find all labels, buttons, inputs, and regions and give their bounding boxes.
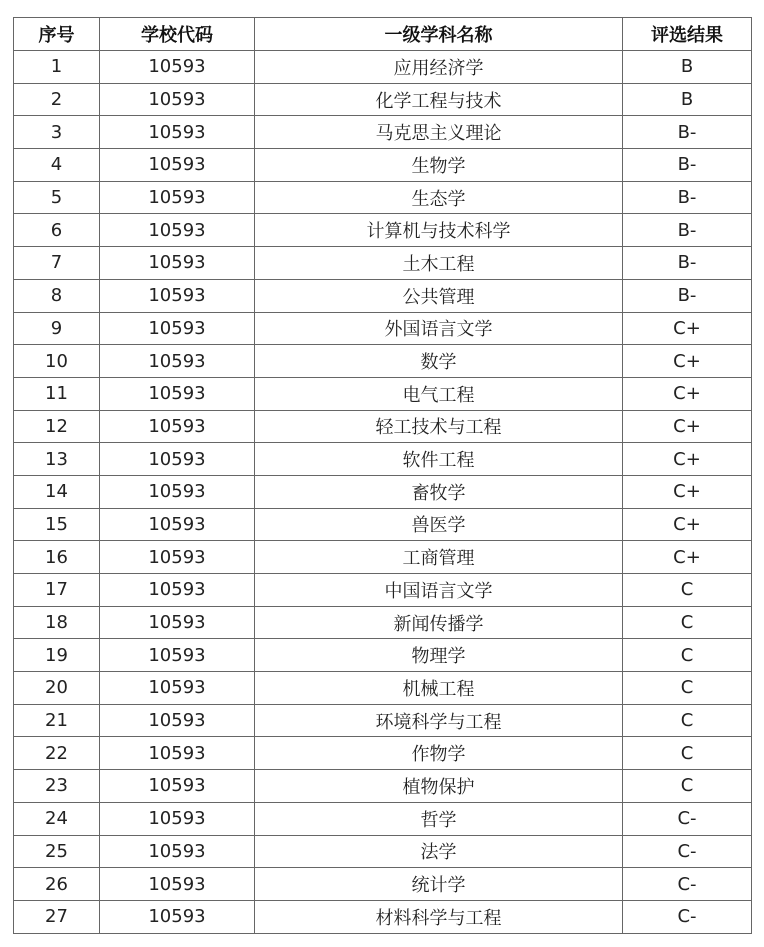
cell-school-code: 10593: [100, 835, 255, 868]
cell-index: 23: [14, 770, 100, 803]
cell-subject: 中国语言文学: [255, 574, 623, 607]
cell-index: 10: [14, 345, 100, 378]
cell-subject: 哲学: [255, 802, 623, 835]
cell-result: C-: [623, 835, 752, 868]
cell-subject: 材料科学与工程: [255, 900, 623, 933]
cell-index: 22: [14, 737, 100, 770]
cell-school-code: 10593: [100, 868, 255, 901]
table-row: [14, 443, 752, 476]
cell-subject: 土木工程: [255, 247, 623, 280]
cell-index: 6: [14, 214, 100, 247]
cell-school-code: 10593: [100, 443, 255, 476]
table-row: [14, 51, 752, 84]
table-row: [14, 639, 752, 672]
cell-result: C: [623, 574, 752, 607]
cell-subject: 电气工程: [255, 377, 623, 410]
header-index: 序号: [14, 18, 100, 51]
cell-school-code: 10593: [100, 900, 255, 933]
cell-school-code: 10593: [100, 345, 255, 378]
cell-subject: 化学工程与技术: [255, 83, 623, 116]
cell-school-code: 10593: [100, 410, 255, 443]
cell-result: B-: [623, 279, 752, 312]
cell-index: 9: [14, 312, 100, 345]
cell-school-code: 10593: [100, 737, 255, 770]
header-result: 评选结果: [623, 18, 752, 51]
table-row: [14, 83, 752, 116]
cell-result: B-: [623, 116, 752, 149]
table-body: [14, 51, 752, 934]
cell-index: 8: [14, 279, 100, 312]
cell-subject: 生物学: [255, 149, 623, 182]
cell-subject: 工商管理: [255, 541, 623, 574]
cell-school-code: 10593: [100, 279, 255, 312]
cell-index: 1: [14, 51, 100, 84]
table-row: [14, 508, 752, 541]
cell-index: 19: [14, 639, 100, 672]
cell-school-code: 10593: [100, 312, 255, 345]
cell-result: C-: [623, 900, 752, 933]
table-row: [14, 312, 752, 345]
cell-index: 3: [14, 116, 100, 149]
cell-school-code: 10593: [100, 606, 255, 639]
cell-school-code: 10593: [100, 181, 255, 214]
cell-school-code: 10593: [100, 639, 255, 672]
table-row: [14, 606, 752, 639]
cell-subject: 轻工技术与工程: [255, 410, 623, 443]
cell-result: C+: [623, 541, 752, 574]
cell-index: 25: [14, 835, 100, 868]
cell-result: C+: [623, 443, 752, 476]
table-row: [14, 672, 752, 705]
cell-index: 24: [14, 802, 100, 835]
cell-result: C-: [623, 802, 752, 835]
cell-result: C: [623, 639, 752, 672]
cell-result: C+: [623, 312, 752, 345]
table-row: [14, 181, 752, 214]
cell-index: 2: [14, 83, 100, 116]
cell-school-code: 10593: [100, 541, 255, 574]
table-row: [14, 704, 752, 737]
cell-result: C+: [623, 410, 752, 443]
cell-index: 18: [14, 606, 100, 639]
cell-result: B: [623, 51, 752, 84]
cell-subject: 作物学: [255, 737, 623, 770]
table-row: [14, 900, 752, 933]
cell-index: 27: [14, 900, 100, 933]
cell-school-code: 10593: [100, 672, 255, 705]
cell-school-code: 10593: [100, 574, 255, 607]
cell-school-code: 10593: [100, 247, 255, 280]
cell-index: 11: [14, 377, 100, 410]
cell-index: 5: [14, 181, 100, 214]
cell-index: 14: [14, 475, 100, 508]
header-row: [14, 18, 752, 51]
cell-result: B: [623, 83, 752, 116]
table-row: [14, 279, 752, 312]
cell-subject: 外国语言文学: [255, 312, 623, 345]
cell-school-code: 10593: [100, 51, 255, 84]
cell-index: 20: [14, 672, 100, 705]
table-row: [14, 541, 752, 574]
cell-subject: 生态学: [255, 181, 623, 214]
cell-result: B-: [623, 247, 752, 280]
cell-subject: 物理学: [255, 639, 623, 672]
cell-subject: 应用经济学: [255, 51, 623, 84]
cell-school-code: 10593: [100, 704, 255, 737]
cell-result: C+: [623, 475, 752, 508]
table-row: [14, 149, 752, 182]
cell-subject: 畜牧学: [255, 475, 623, 508]
cell-index: 17: [14, 574, 100, 607]
table-row: [14, 574, 752, 607]
table-row: [14, 116, 752, 149]
cell-subject: 植物保护: [255, 770, 623, 803]
cell-result: C: [623, 606, 752, 639]
table-row: [14, 868, 752, 901]
cell-school-code: 10593: [100, 508, 255, 541]
table-row: [14, 214, 752, 247]
cell-subject: 马克思主义理论: [255, 116, 623, 149]
cell-subject: 统计学: [255, 868, 623, 901]
cell-school-code: 10593: [100, 214, 255, 247]
cell-subject: 环境科学与工程: [255, 704, 623, 737]
cell-school-code: 10593: [100, 802, 255, 835]
cell-school-code: 10593: [100, 83, 255, 116]
table-row: [14, 737, 752, 770]
cell-result: C: [623, 672, 752, 705]
table-row: [14, 345, 752, 378]
table-row: [14, 770, 752, 803]
cell-subject: 数学: [255, 345, 623, 378]
cell-school-code: 10593: [100, 475, 255, 508]
header-school-code: 学校代码: [100, 18, 255, 51]
cell-result: C: [623, 704, 752, 737]
cell-school-code: 10593: [100, 377, 255, 410]
cell-result: B-: [623, 214, 752, 247]
cell-result: C-: [623, 868, 752, 901]
table-row: [14, 475, 752, 508]
cell-index: 16: [14, 541, 100, 574]
subject-evaluation-table: [13, 17, 752, 934]
table-row: [14, 802, 752, 835]
header-subject: 一级学科名称: [255, 18, 623, 51]
table-header: [14, 18, 752, 51]
cell-index: 15: [14, 508, 100, 541]
cell-result: C: [623, 770, 752, 803]
cell-result: C+: [623, 377, 752, 410]
table-row: [14, 835, 752, 868]
cell-index: 4: [14, 149, 100, 182]
table-row: [14, 410, 752, 443]
cell-subject: 新闻传播学: [255, 606, 623, 639]
cell-school-code: 10593: [100, 116, 255, 149]
table-row: [14, 247, 752, 280]
cell-subject: 计算机与技术科学: [255, 214, 623, 247]
cell-subject: 公共管理: [255, 279, 623, 312]
cell-subject: 兽医学: [255, 508, 623, 541]
cell-result: C+: [623, 345, 752, 378]
cell-school-code: 10593: [100, 770, 255, 803]
cell-index: 21: [14, 704, 100, 737]
cell-result: C: [623, 737, 752, 770]
cell-result: C+: [623, 508, 752, 541]
cell-result: B-: [623, 149, 752, 182]
cell-index: 12: [14, 410, 100, 443]
cell-index: 7: [14, 247, 100, 280]
cell-subject: 软件工程: [255, 443, 623, 476]
cell-school-code: 10593: [100, 149, 255, 182]
cell-index: 13: [14, 443, 100, 476]
cell-result: B-: [623, 181, 752, 214]
cell-index: 26: [14, 868, 100, 901]
cell-subject: 机械工程: [255, 672, 623, 705]
cell-subject: 法学: [255, 835, 623, 868]
table-row: [14, 377, 752, 410]
